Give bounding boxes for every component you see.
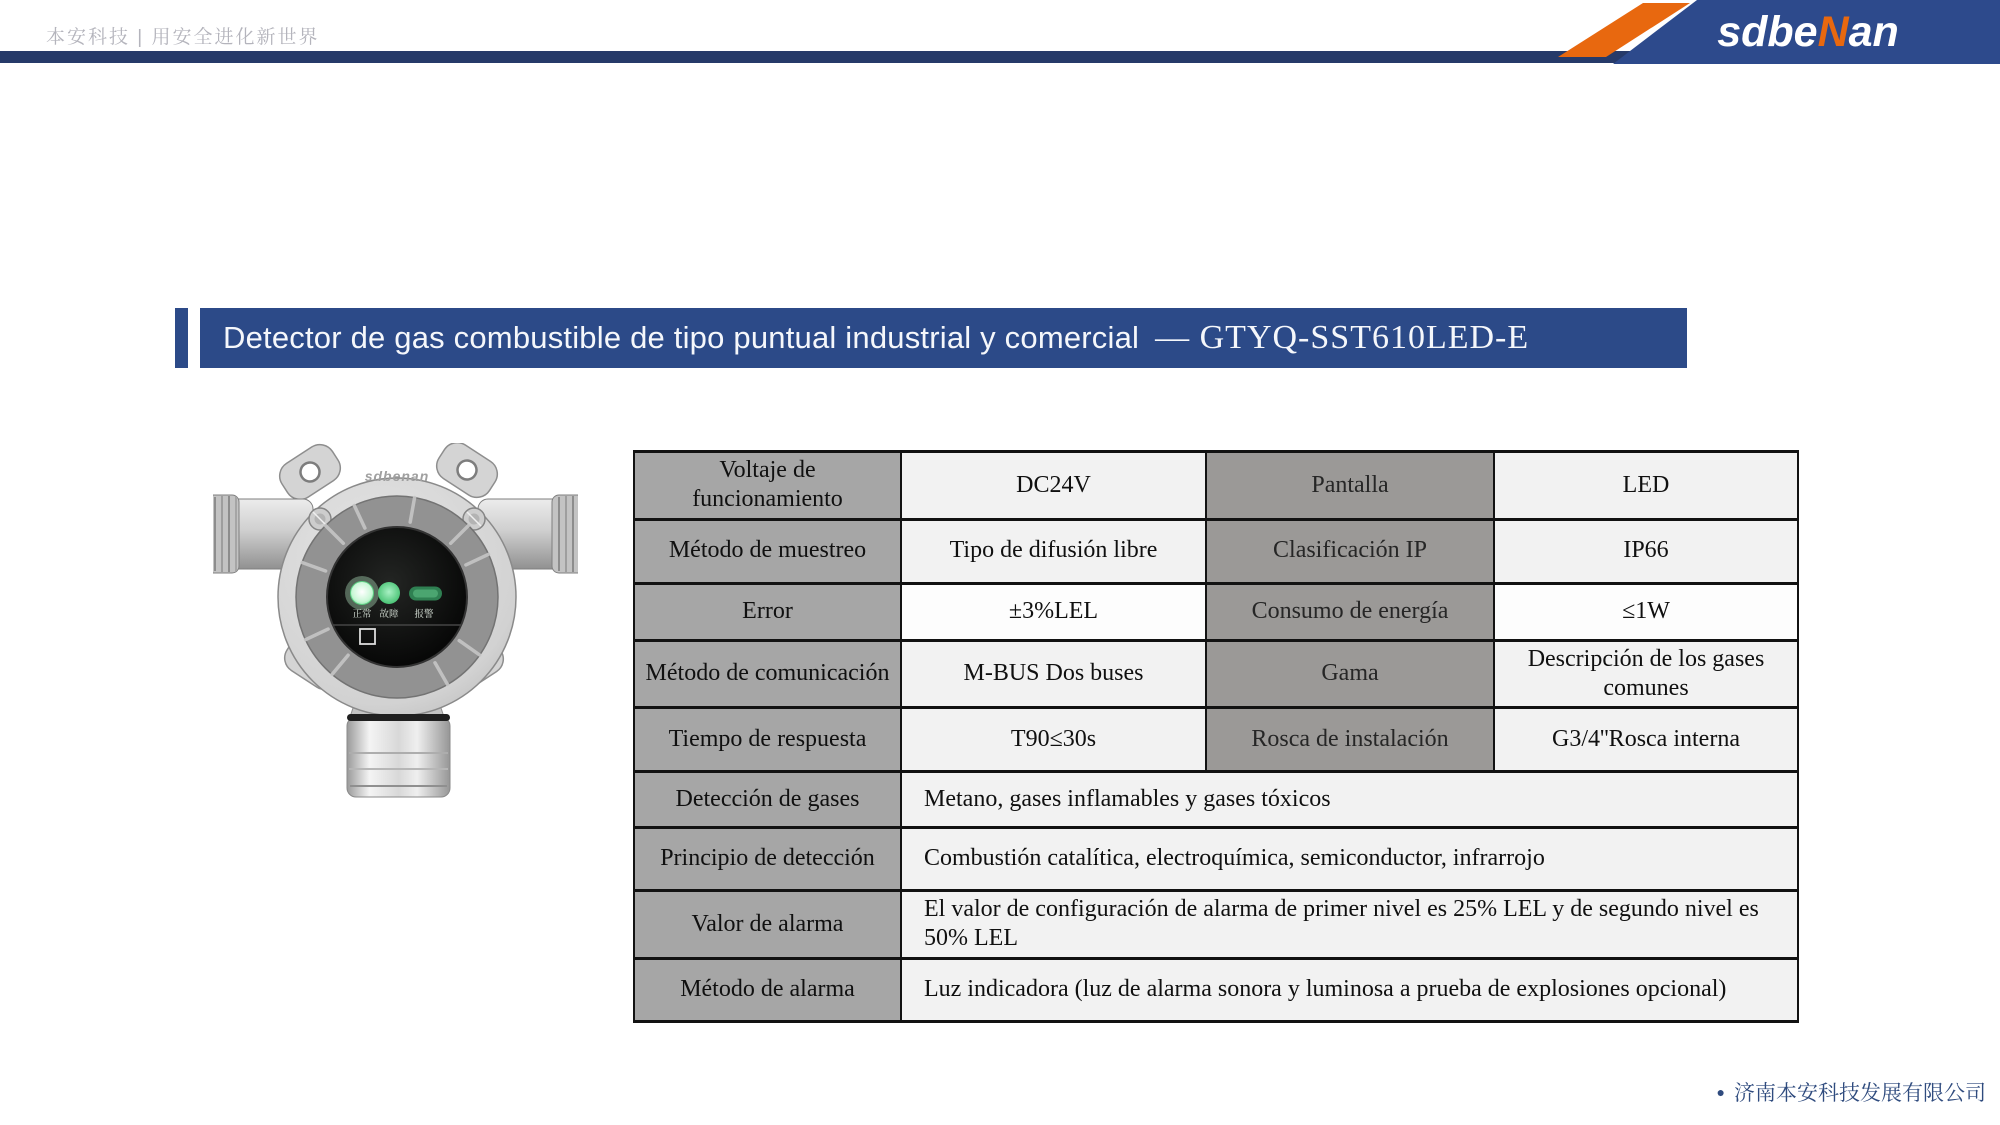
spec-label-cell: Clasificación IP bbox=[1206, 519, 1494, 583]
led-fault bbox=[378, 582, 400, 604]
gas-detector-image bbox=[213, 443, 578, 803]
led-label-alarm: 报警 bbox=[414, 609, 434, 620]
page-title: Detector de gas combustible de tipo puntual industrial y comercial bbox=[223, 320, 1140, 355]
spec-value-cell: G3/4''Rosca interna bbox=[1494, 708, 1798, 772]
spec-value-cell: DC24V bbox=[901, 452, 1206, 520]
table-row bbox=[634, 708, 1798, 772]
led-label-fault: 故障 bbox=[379, 609, 399, 620]
footer-company bbox=[1717, 1077, 1986, 1107]
spec-label-cell: Rosca de instalación bbox=[1206, 708, 1494, 772]
table-row bbox=[634, 452, 1798, 520]
logo-text-accent: N bbox=[1817, 8, 1849, 56]
spec-value-cell: Luz indicadora (luz de alarma sonora y luminosa a prueba de explosiones opcional) bbox=[901, 958, 1798, 1021]
spec-label-cell: Gama bbox=[1206, 640, 1494, 708]
spec-label-cell: Método de comunicación bbox=[634, 640, 901, 708]
spec-label-cell: Método de alarma bbox=[634, 958, 901, 1021]
brand-slogan: 本安科技 | 用安全进化新世界 bbox=[46, 27, 320, 48]
product-model: — GTYQ-SST610LED-E bbox=[1155, 319, 1530, 356]
table-row bbox=[634, 519, 1798, 583]
logo-wordmark bbox=[1717, 8, 1899, 56]
table-row bbox=[634, 772, 1798, 828]
title-bar bbox=[200, 308, 1687, 368]
spec-label-cell: Valor de alarma bbox=[634, 891, 901, 959]
spec-value-cell: Metano, gases inflamables y gases tóxicos bbox=[901, 772, 1798, 828]
table-row bbox=[634, 958, 1798, 1021]
spec-value-cell: ≤1W bbox=[1494, 583, 1798, 640]
title-accent-bar bbox=[175, 308, 188, 368]
spec-value-cell: ±3%LEL bbox=[901, 583, 1206, 640]
spec-label-cell: Método de muestreo bbox=[634, 519, 901, 583]
spec-label-cell: Detección de gases bbox=[634, 772, 901, 828]
spec-label-cell: Error bbox=[634, 583, 901, 640]
spec-label-cell: Pantalla bbox=[1206, 452, 1494, 520]
table-row bbox=[634, 583, 1798, 640]
sensor-cylinder bbox=[347, 714, 450, 797]
spec-value-cell: Combustión catalítica, electroquímica, semiconductor, infrarrojo bbox=[901, 828, 1798, 891]
body-engraving: sdbenan bbox=[364, 468, 430, 484]
spec-value-cell: LED bbox=[1494, 452, 1798, 520]
spec-value-cell: Tipo de difusión libre bbox=[901, 519, 1206, 583]
led-label-normal: 正常 bbox=[352, 609, 372, 620]
spec-value-cell: T90≤30s bbox=[901, 708, 1206, 772]
logo-text-post: an bbox=[1848, 8, 1899, 56]
spec-label-cell: Consumo de energía bbox=[1206, 583, 1494, 640]
logo-text-pre: sdbe bbox=[1717, 8, 1818, 56]
spec-value-cell: Descripción de los gases comunes bbox=[1494, 640, 1798, 708]
o-ring bbox=[347, 714, 450, 721]
spec-value-cell: IP66 bbox=[1494, 519, 1798, 583]
table-row bbox=[634, 828, 1798, 891]
table-row bbox=[634, 891, 1798, 959]
spec-table bbox=[633, 450, 1799, 1023]
spec-value-cell: El valor de configuración de alarma de primer nivel es 25% LEL y de segundo nivel es 50% LEL bbox=[901, 891, 1798, 959]
detector-display bbox=[327, 527, 467, 667]
led-normal bbox=[351, 582, 374, 605]
company-logo bbox=[1500, 0, 2000, 64]
table-row bbox=[634, 640, 1798, 708]
spec-label-cell: Tiempo de respuesta bbox=[634, 708, 901, 772]
footer-company-name: 济南本安科技发展有限公司 bbox=[1734, 1082, 1986, 1105]
spec-value-cell: M-BUS Dos buses bbox=[901, 640, 1206, 708]
spec-label-cell: Voltaje de funcionamiento bbox=[634, 452, 901, 520]
spec-label-cell: Principio de detección bbox=[634, 828, 901, 891]
bullet-icon: ● bbox=[1716, 1084, 1725, 1100]
